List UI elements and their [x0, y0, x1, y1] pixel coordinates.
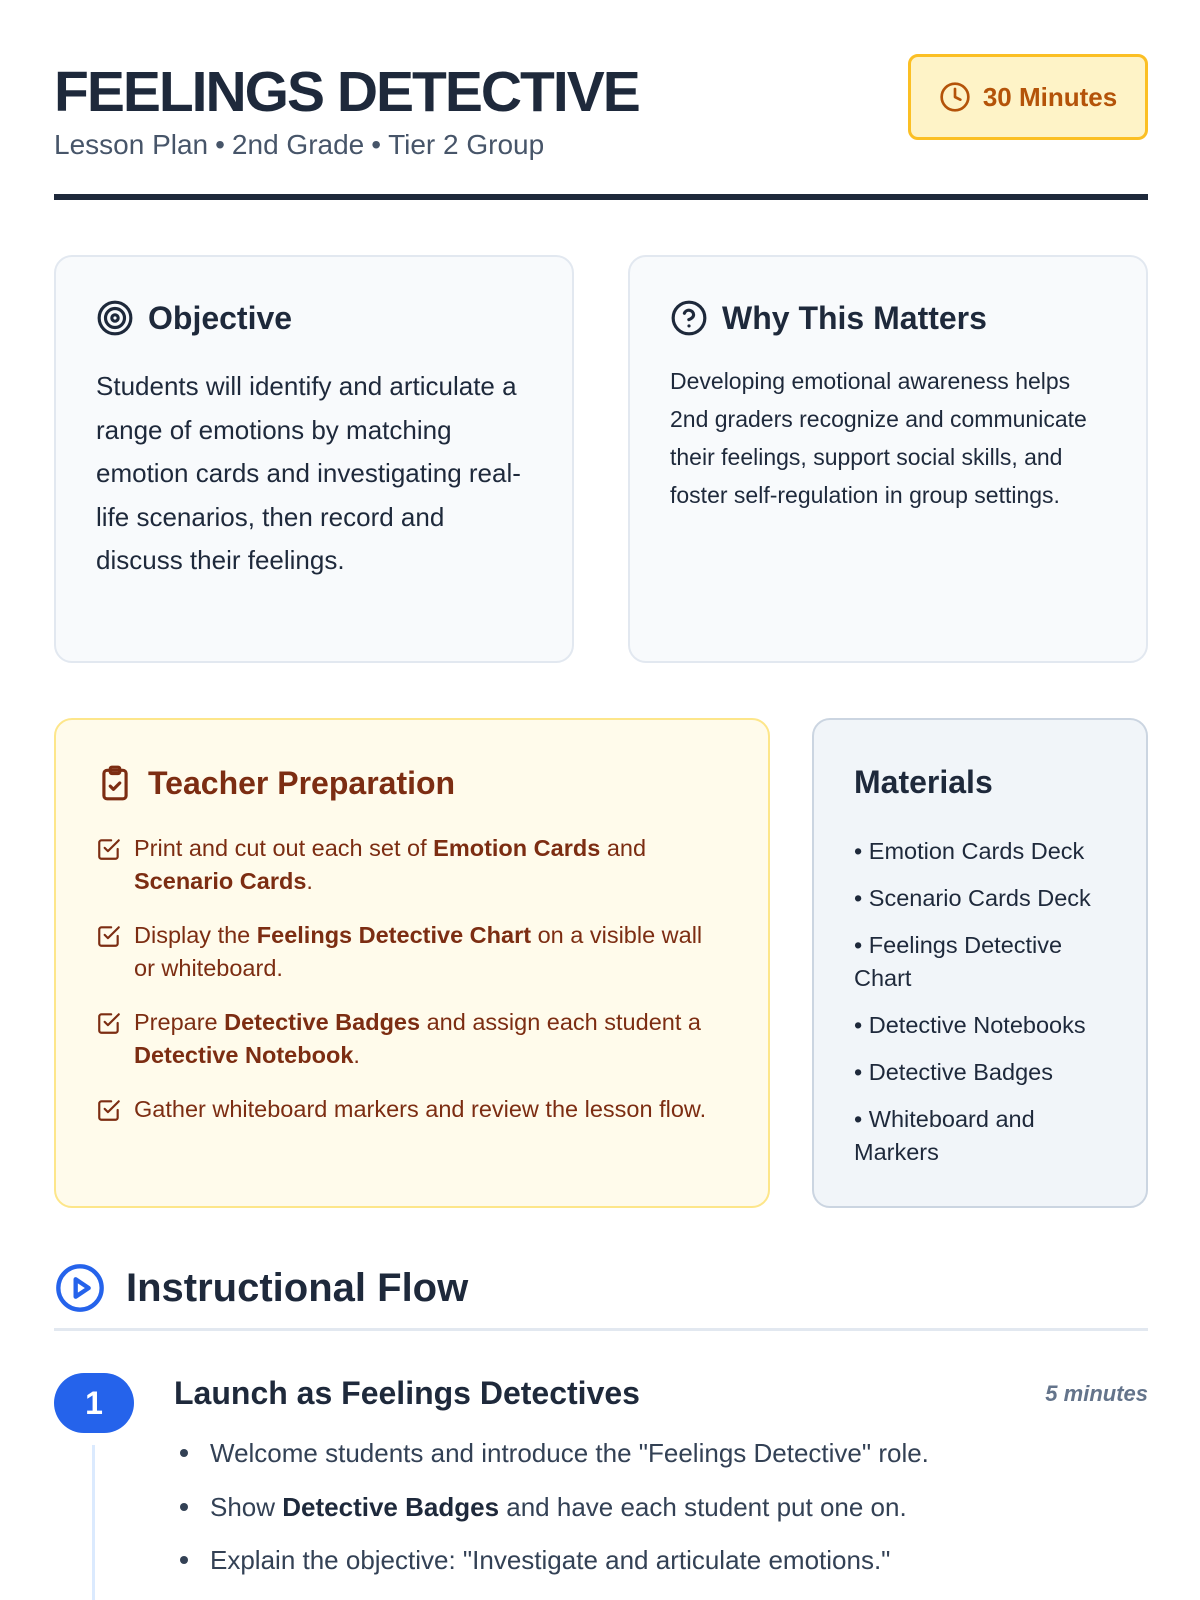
- bullet: [180, 1556, 188, 1564]
- checkbox-icon: [96, 1010, 122, 1036]
- target-icon: [96, 299, 134, 337]
- step-text: and have each student put one on.: [499, 1491, 907, 1522]
- materials-item-text: Scenario Cards Deck: [868, 885, 1091, 911]
- materials-item-text: Detective Notebooks: [868, 1012, 1086, 1038]
- prep-text: .: [306, 868, 313, 894]
- materials-list: [854, 835, 1126, 1169]
- prep-emphasis: Detective Notebook: [134, 1042, 354, 1068]
- checkbox-icon: [96, 836, 122, 862]
- prep-text: and: [600, 835, 647, 861]
- duration-badge: [908, 54, 1148, 140]
- subtitle-type: Lesson Plan: [54, 129, 209, 160]
- step-emphasis: Detective Badges: [282, 1491, 500, 1522]
- subtitle-separator: •: [215, 129, 225, 160]
- materials-item-text: Emotion Cards Deck: [868, 838, 1085, 864]
- step-timeline-line: [92, 1445, 95, 1600]
- checkbox-icon: [96, 1097, 122, 1123]
- prep-heading-row: [96, 764, 728, 802]
- subtitle-grade: 2nd Grade: [231, 129, 365, 160]
- prep-emphasis: Emotion Cards: [433, 835, 601, 861]
- prep-text: on a visible wall or whiteboard.: [134, 922, 703, 981]
- prep-item-text: [134, 919, 728, 985]
- prep-item: [96, 1093, 728, 1126]
- step-item: [174, 1540, 929, 1580]
- step-duration: 5 minutes: [1045, 1381, 1148, 1406]
- materials-item-text: Detective Badges: [868, 1059, 1053, 1085]
- flow-divider: [54, 1328, 1148, 1331]
- header-divider: [54, 194, 1148, 200]
- step-text: Show: [210, 1491, 283, 1522]
- objective-text: Students will identify and articulate a range of emotions by matching emotion cards and investigating real-life scenarios, then record and discuss their feelings.: [96, 371, 521, 575]
- flow-heading-row: [54, 1262, 468, 1314]
- materials-item-text: Feelings Detective Chart: [854, 932, 1063, 991]
- step-number-badge: 1: [54, 1373, 134, 1433]
- checkbox-icon: [96, 923, 122, 949]
- clipboard-check-icon: [96, 764, 134, 802]
- step-title: Launch as Feelings Detectives: [174, 1375, 640, 1411]
- why-heading: Why This Matters: [722, 299, 987, 336]
- prep-text: and assign each student a: [420, 1009, 701, 1035]
- prep-item-text: [134, 832, 728, 898]
- flow-heading: Instructional Flow: [126, 1265, 469, 1310]
- prep-item: [96, 1006, 728, 1072]
- materials-item: • Emotion Cards Deck: [854, 838, 1085, 864]
- subtitle-group: Tier 2 Group: [388, 129, 545, 160]
- objective-heading: Objective: [148, 299, 293, 336]
- question-circle-icon: [670, 299, 708, 337]
- subtitle-separator: •: [371, 129, 382, 160]
- materials-card: [812, 718, 1148, 1208]
- materials-item: • Scenario Cards Deck: [854, 885, 1091, 911]
- materials-item: • Detective Badges: [854, 1059, 1053, 1085]
- materials-item-text: Whiteboard and Markers: [854, 1106, 1035, 1165]
- objective-heading-row: [96, 299, 532, 337]
- lesson-subtitle: [54, 125, 544, 165]
- bullet: [180, 1503, 188, 1511]
- materials-item: • Detective Notebooks: [854, 1012, 1086, 1038]
- play-circle-icon: [54, 1262, 106, 1314]
- prep-item-text: Gather whiteboard markers and review the lesson flow.: [134, 1096, 707, 1122]
- teacher-prep-card: [54, 718, 770, 1208]
- prep-emphasis: Feelings Detective Chart: [256, 922, 532, 948]
- lesson-header: [54, 52, 1148, 202]
- prep-emphasis: Detective Badges: [224, 1009, 421, 1035]
- materials-item: • Whiteboard and Markers: [854, 1106, 1035, 1165]
- prep-emphasis: Scenario Cards: [134, 868, 307, 894]
- step-item-text: Explain the objective: "Investigate and articulate emotions.": [210, 1545, 891, 1575]
- prep-text: Print and cut out each set of: [134, 835, 434, 861]
- step-item: [174, 1433, 929, 1473]
- why-card: [628, 255, 1148, 663]
- step-items-list: [174, 1433, 929, 1594]
- duration-text: 30 Minutes: [982, 81, 1118, 112]
- bullet: [180, 1449, 188, 1457]
- prep-item: [96, 832, 728, 898]
- prep-text: Prepare: [134, 1009, 225, 1035]
- prep-item-text: [134, 1006, 728, 1072]
- prep-heading: Teacher Preparation: [148, 764, 456, 801]
- prep-list: [96, 832, 728, 1126]
- page-title: FEELINGS DETECTIVE: [54, 60, 639, 124]
- why-text: Developing emotional awareness helps 2nd graders recognize and communicate their feelings, support social skills, and foster self-regulation in group settings.: [670, 368, 1087, 508]
- materials-item: • Feelings Detective Chart: [854, 932, 1063, 991]
- clock-icon: [939, 81, 971, 113]
- materials-heading: Materials: [854, 764, 993, 800]
- prep-text: Display the: [134, 922, 257, 948]
- step-item-text: Welcome students and introduce the "Feelings Detective" role.: [210, 1438, 929, 1468]
- step-item: [174, 1487, 929, 1527]
- prep-text: .: [353, 1042, 360, 1068]
- objective-card: [54, 255, 574, 663]
- why-heading-row: [670, 299, 1106, 337]
- step-item-text: [210, 1487, 907, 1527]
- prep-item: [96, 919, 728, 985]
